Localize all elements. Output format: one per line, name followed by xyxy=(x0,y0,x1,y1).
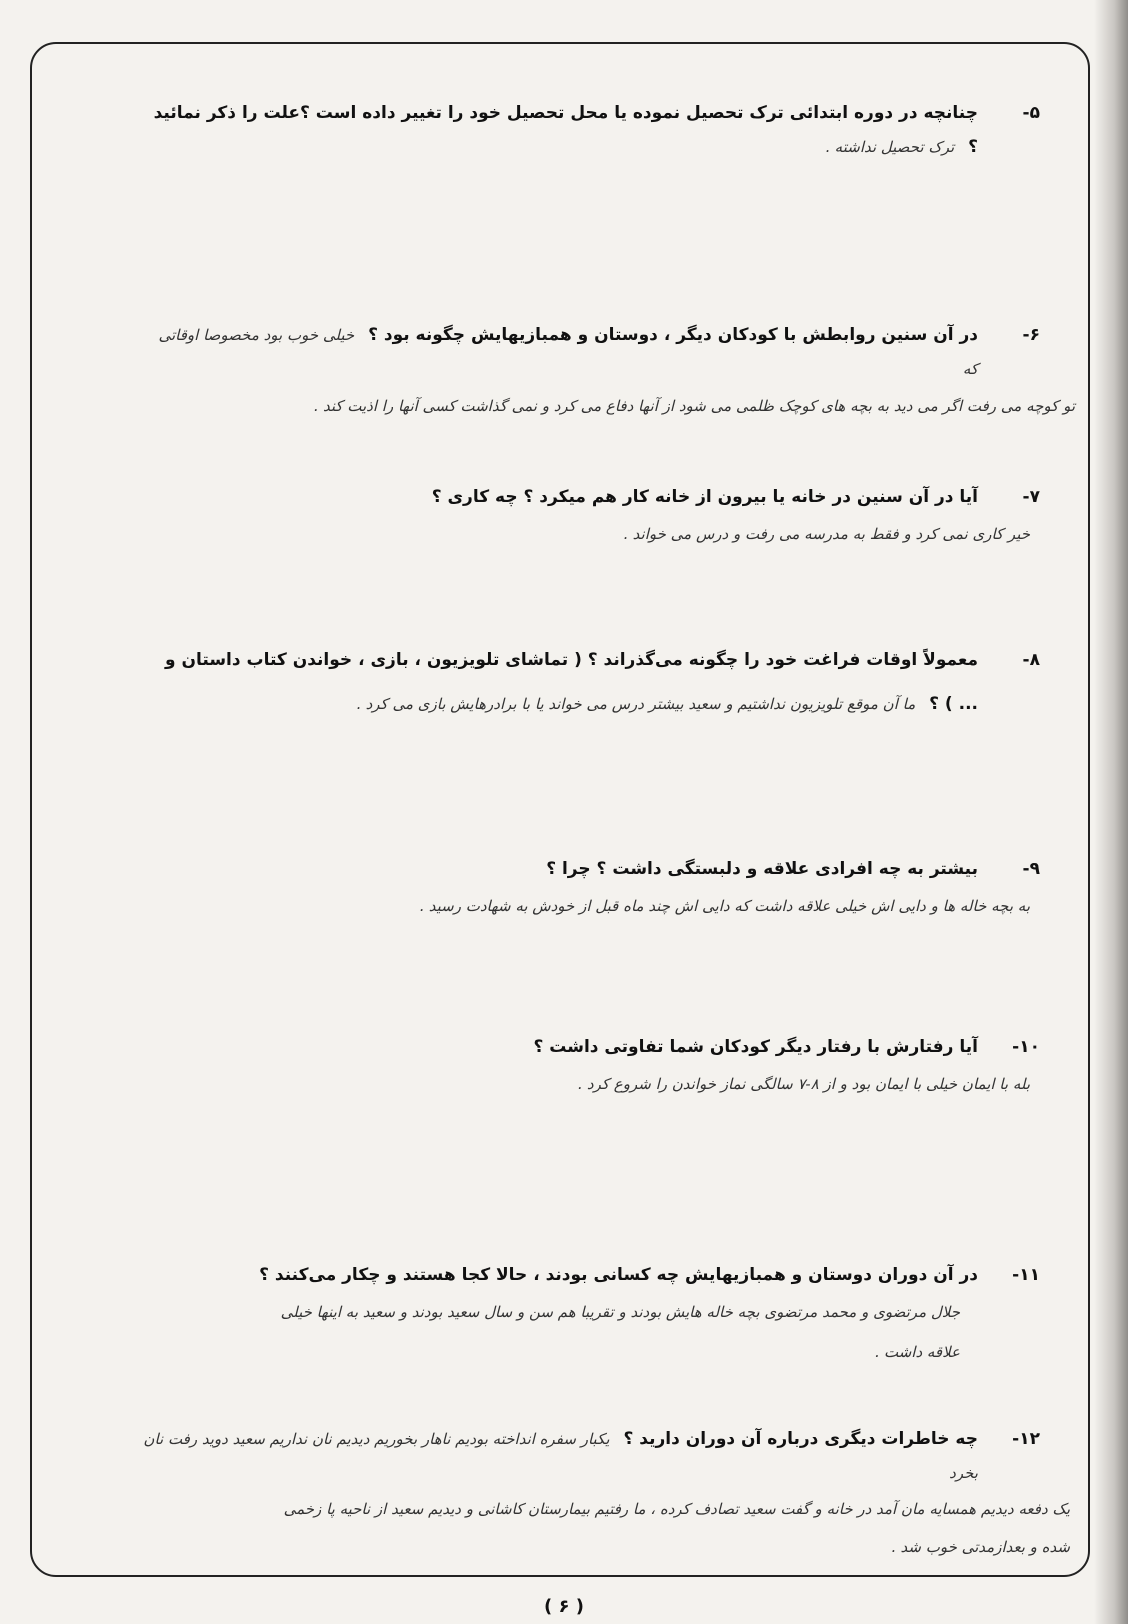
answer-line: تو کوچه می رفت اگر می دید به بچه های کوچک ظلمی می شود از آنها دفاع می کرد و نمی گذاشت کسی آنها را اذیت کند . xyxy=(313,397,1075,415)
question-number: ۱۰- xyxy=(1012,1037,1040,1057)
answer-line: خیر کاری نمی کرد و فقط به مدرسه می رفت و درس می خواند . xyxy=(623,525,1030,543)
question-number: ۱۲- xyxy=(1012,1429,1040,1449)
question-11 xyxy=(140,1258,1040,1372)
page-number: ( ۶ ) xyxy=(544,1596,584,1617)
question-text: آیا در آن سنین در خانه یا بیرون از خانه کار هم میکرد ؟ چه کاری ؟ xyxy=(431,487,978,507)
answer-line: جلال مرتضوی و محمد مرتضوی بچه خاله هایش بودند و تقریبا هم سن و سال سعید بودند و سعید به اینها خیلی xyxy=(280,1303,960,1321)
answer-inline: خیلی خوب بود مخصوصا اوقاتی که xyxy=(158,326,978,378)
question-7 xyxy=(140,480,1040,554)
question-text: چه خاطرات دیگری درباره آن دوران دارید ؟ xyxy=(623,1429,978,1449)
question-text: در آن دوران دوستان و همبازیهایش چه کسانی بودند ، حالا کجا هستند و چکار می‌کنند ؟ xyxy=(259,1265,978,1285)
question-8 xyxy=(140,638,1040,726)
question-number: ۵- xyxy=(1022,103,1040,123)
question-number: ۷- xyxy=(1022,487,1040,507)
question-5 xyxy=(140,96,1040,164)
answer-line: یک دفعه دیدیم همسایه مان آمد در خانه و گفت سعید تصادف کرده ، ما رفتیم بیمارستان کاشانی و دیدیم سعید از ناحیه پا زخمی xyxy=(283,1500,1070,1518)
question-number: ۸- xyxy=(1022,650,1040,670)
page-edge-shadow xyxy=(1094,0,1128,1624)
answer-line: شده و بعدازمدتی خوب شد . xyxy=(890,1538,1070,1556)
question-text: آیا رفتارش با رفتار دیگر کودکان شما تفاوتی داشت ؟ xyxy=(533,1037,978,1057)
answer-inline: ما آن موقع تلویزیون نداشتیم و سعید بیشتر درس می خواند یا با برادرهایش بازی می کرد . xyxy=(356,695,916,713)
answer-line: بله با ایمان خیلی با ایمان بود و از ۸-۷ سالگی نماز خواندن را شروع کرد . xyxy=(577,1075,1030,1093)
answer-line: علاقه داشت . xyxy=(874,1343,960,1361)
answer-line: به بچه خاله ها و دایی اش خیلی علاقه داشت که دایی اش چند ماه قبل از خودش به شهادت رسید . xyxy=(419,897,1030,915)
question-text: بیشتر به چه افرادی علاقه و دلبستگی داشت ؟ چرا ؟ xyxy=(546,859,978,879)
question-text: چنانچه در دوره ابتدائی ترک تحصیل نموده یا محل تحصیل خود را تغییر داده است ؟علت را ذکر نمائید ؟ xyxy=(153,103,978,157)
question-number: ۱۱- xyxy=(1012,1265,1040,1285)
answer-inline: یکبار سفره انداخته بودیم ناهار بخوریم دیدیم نان نداریم سعید دوید رفت نان بخرد xyxy=(143,1430,978,1482)
question-10 xyxy=(140,1030,1040,1104)
question-text: در آن سنین روابطش با کودکان دیگر ، دوستان و همبازیهایش چگونه بود ؟ xyxy=(368,325,978,345)
question-9 xyxy=(140,852,1040,926)
question-6 xyxy=(140,318,1075,426)
answer-inline: ترک تحصیل نداشته . xyxy=(825,138,955,156)
question-text: معمولاً اوقات فراغت خود را چگونه می‌گذراند ؟ ( تماشای تلویزیون ، بازی ، خواندن کتاب داستان و ... ) ؟ xyxy=(165,650,978,714)
question-number: ۹- xyxy=(1022,859,1040,879)
question-number: ۶- xyxy=(1022,325,1040,345)
question-12 xyxy=(140,1422,1070,1566)
